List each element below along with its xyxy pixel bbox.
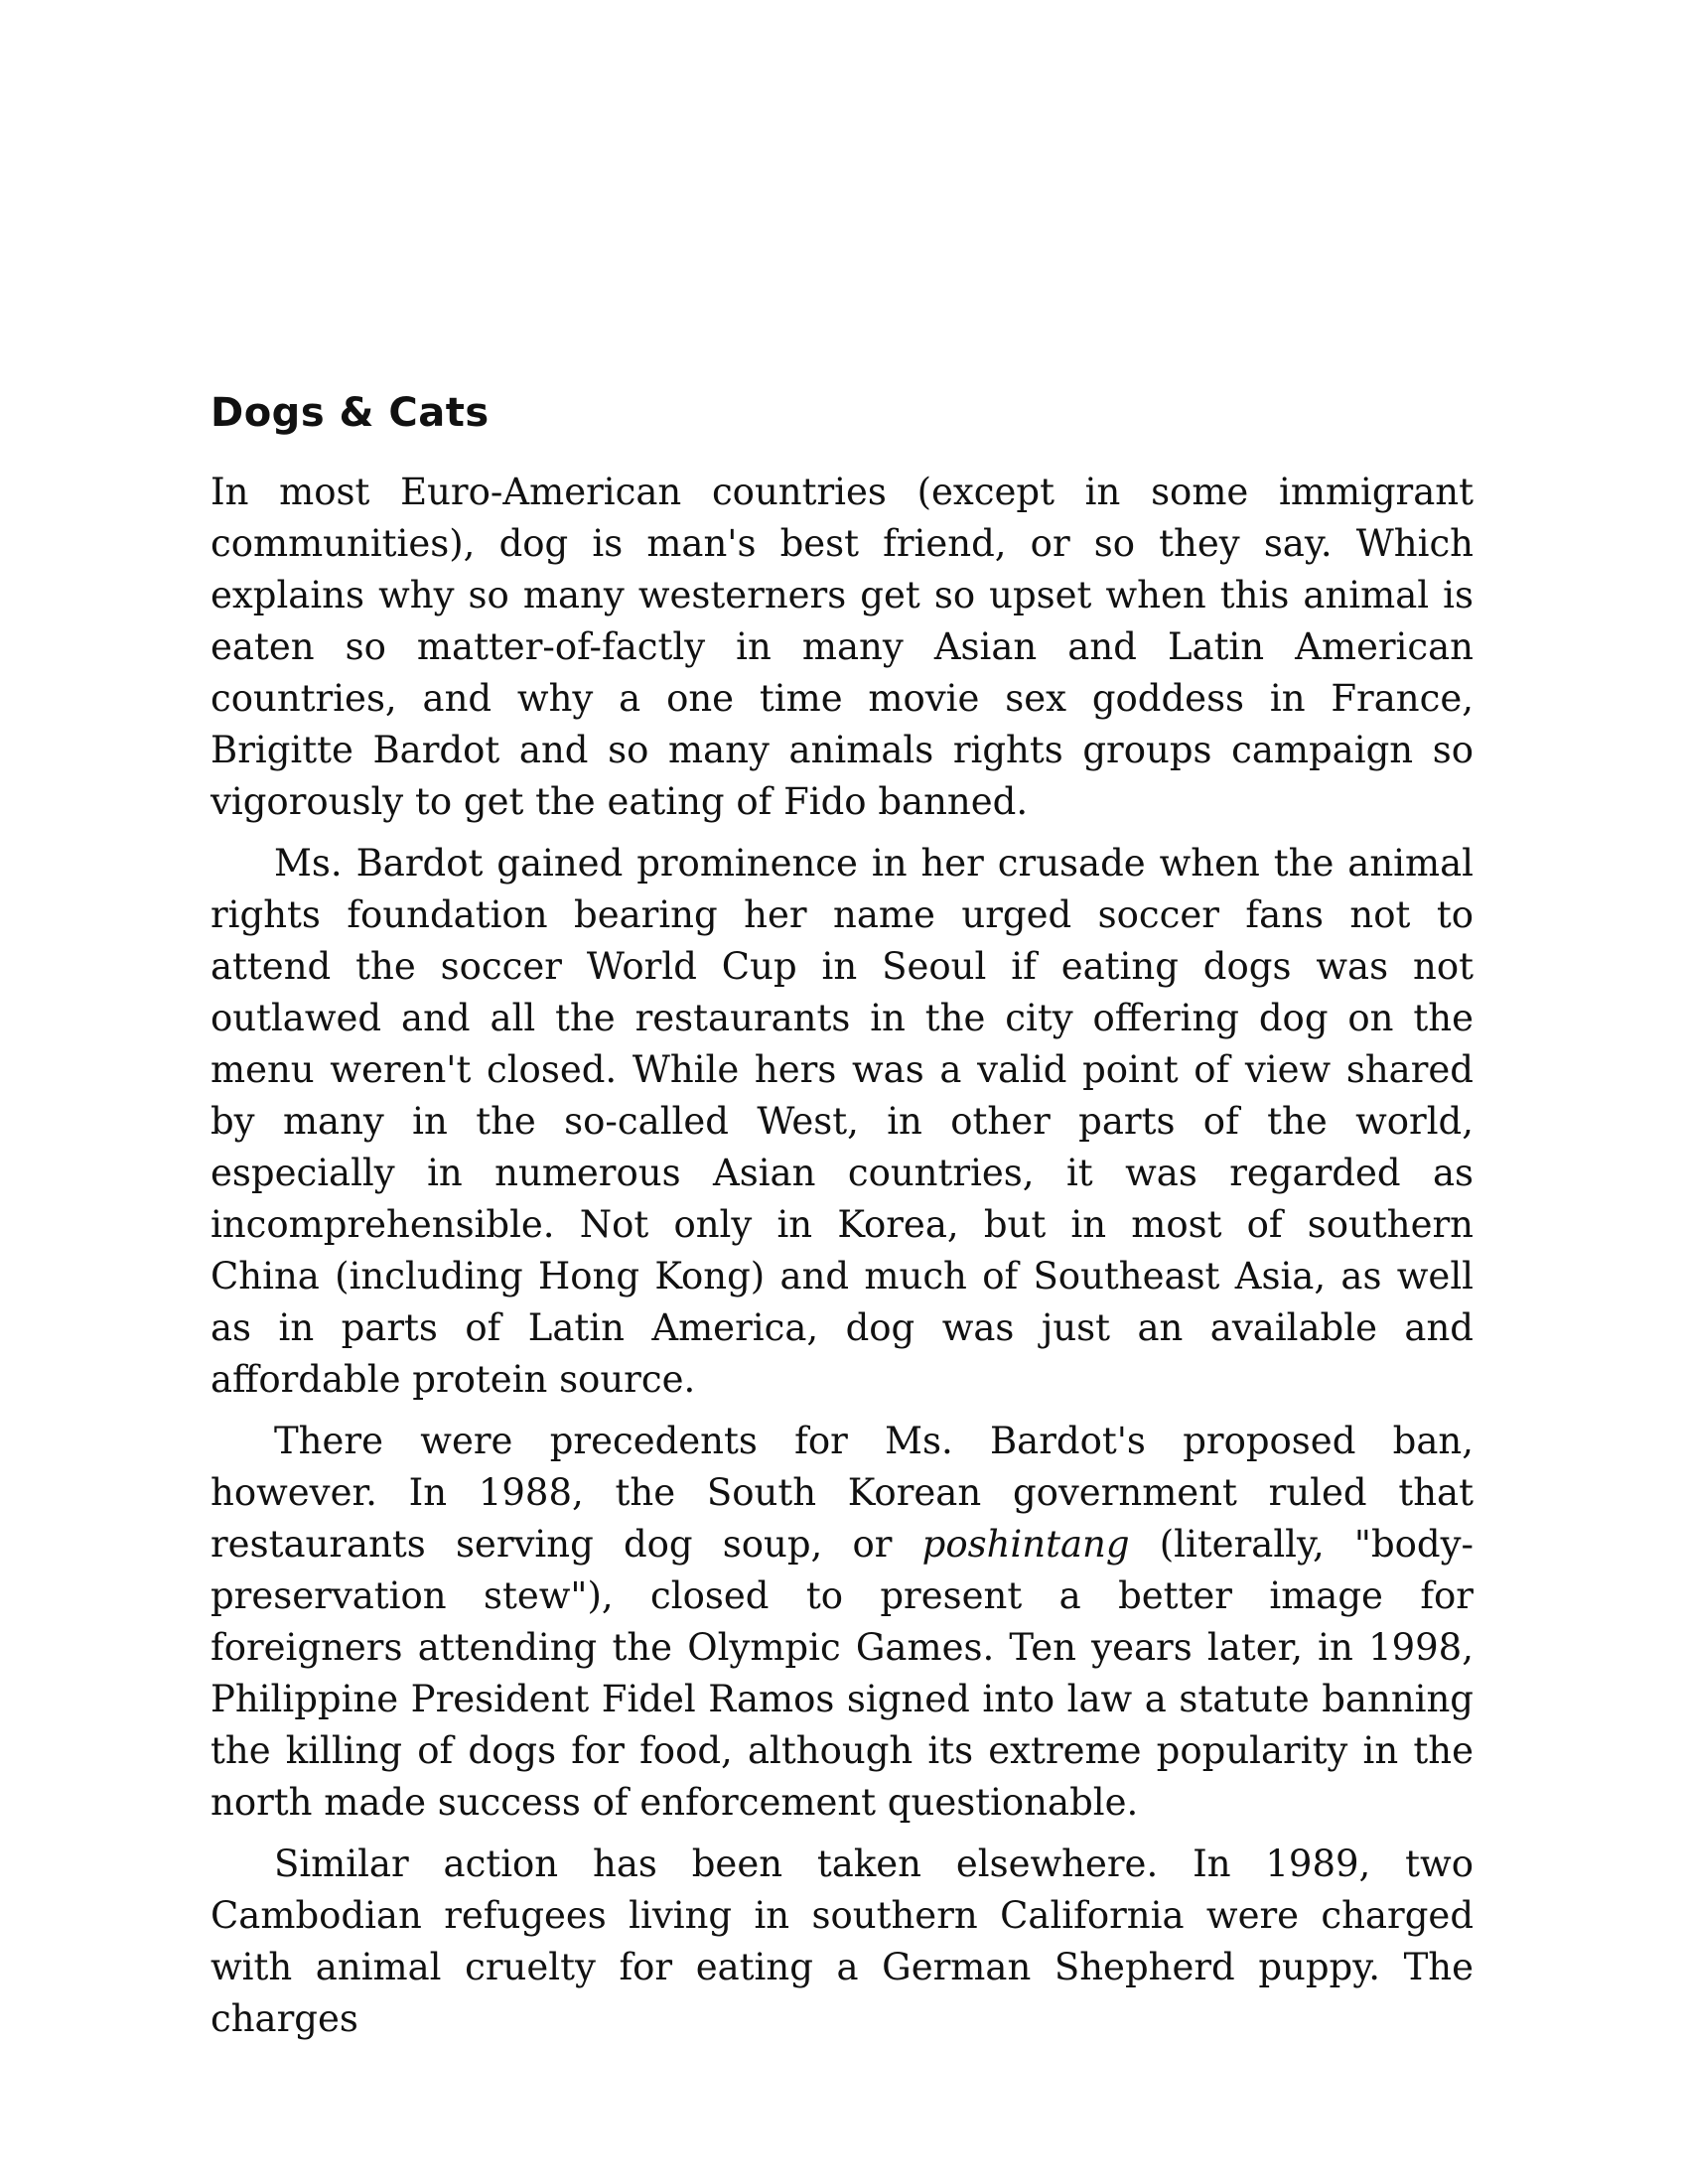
paragraph-3 xyxy=(211,1416,1474,1829)
paragraph-4: Similar action has been taken elsewhere. In 1989, two Cambodian refugees living in southern California were charged with animal cruelty for eating a German Shepherd puppy. The charges xyxy=(211,1843,1474,2040)
paragraph-1: In most Euro-American countries (except in some immigrant communities), dog is man's best friend, or so they say. Which explains why so many westerners get so upset when this animal is eaten so matter-of-factly in many Asian and Latin American countries, and why a one time movie sex goddess in France, Brigitte Bardot and so many animals rights groups campaign so vigorously to get the eating of Fido banned. xyxy=(211,471,1474,823)
paragraph-2: Ms. Bardot gained prominence in her crusade when the animal rights foundation bearing her name urged soccer fans not to attend the soccer World Cup in Seoul if eating dogs was not outlawed and all the restaurants in the city offering dog on the menu weren't closed. While hers was a valid point of view shared by many in the so-called West, in other parts of the world, especially in numerous Asian countries, it was regarded as incomprehensible. Not only in Korea, but in most of southern China (including Hong Kong) and much of Southeast Asia, as well as in parts of Latin America, dog was just an available and affordable protein source. xyxy=(211,842,1474,1401)
paragraph-3-before: There were precedents for Ms. Bardot's proposed ban, however. In 1988, the South Korean government ruled that restaurants serving dog soup, or xyxy=(211,1420,1474,1566)
paragraph-3-after: (literally, "body-preservation stew"), closed to present a better image for foreigners attending the Olympic Games. Ten years later, in 1998, Philippine President Fidel Ramos signed into law a statute banning the killing of dogs for food, although its extreme popularity in the north made success of enforcement questionable. xyxy=(211,1523,1474,1824)
section-heading: Dogs & Cats xyxy=(211,390,490,436)
poshintang-term: poshintang xyxy=(921,1523,1130,1566)
document-page xyxy=(211,385,1474,2055)
